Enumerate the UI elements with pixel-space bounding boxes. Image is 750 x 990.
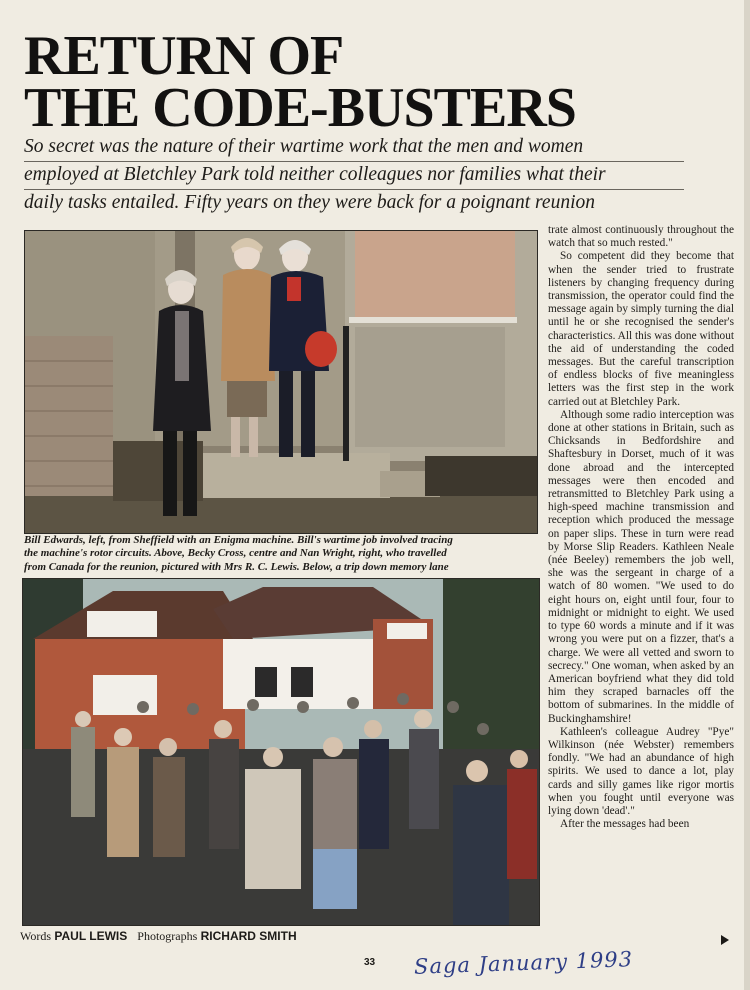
standfirst-line-3: daily tasks entailed. Fifty years on they were back for a poignant reunion [24, 192, 595, 213]
standfirst [24, 134, 684, 217]
standfirst-line-1: So secret was the nature of their wartime work that the men and women [24, 134, 684, 162]
body-paragraph: After the messages had been [560, 818, 690, 831]
headline [24, 25, 576, 139]
words-label: Words [20, 929, 52, 943]
page-number: 33 [364, 957, 376, 968]
continue-arrow-icon [721, 935, 729, 945]
photo-caption [24, 534, 538, 574]
standfirst-line-2: employed at Bletchley Park told neither colleagues nor families what their [24, 162, 684, 190]
caption-line-2: the machine's rotor circuits. Above, Becky Cross, centre and Nan Wright, right, who travelled [24, 547, 447, 560]
photo-reunion-crowd-image [23, 579, 539, 925]
photographer: RICHARD SMITH [200, 929, 297, 943]
article-body [548, 224, 734, 954]
photo-reunion-women-image [25, 231, 537, 533]
headline-line-2: THE CODE-BUSTERS [24, 77, 576, 139]
words-author: PAUL LEWIS [54, 929, 128, 943]
body-paragraph: So competent did they become that when the sender tried to frustrate listeners by changing frequency during transmission, the operator could find the message again by simply turning the dial until he or she recognised the sender's characteristics. All this was done without the aid of understanding the coded messages. But the careful transcription of endless blocks of five meaningless letters was the first step in the work carried out at Bletchley Park. [548, 250, 734, 408]
caption-line-3: from Canada for the reunion, pictured with Mrs R. C. Lewis. Below, a trip down memory lane [24, 560, 449, 573]
body-paragraph: Although some radio interception was done at other stations in Britain, such as Chicksands in Bedfordshire and Shaftesbury in Dorset, much of it was done abroad and the intercepted messages were then encoded and retransmitted to Bletchley Park using a high-speed machine transmission and reception which produced the message on paper slips. These in turn were read by Morse Slip Readers. Kathleen Neale (née Beeley) remembers the job well, she was the sergeant in charge of a watch of 80 women. "We used to do eight hours on, eight until four, four to midnight or midnight to eight. We used to type 60 words a minute and if it was wrong you were put on a fizzer, that's a charge. We were all vetted and sworn to secrecy." One woman, when asked by an American boyfriend what they did told him they scraped barnacles off the bottom of submarines. In the middle of Buckinghamshire! [548, 408, 734, 725]
headline-line-1: RETURN OF [24, 25, 344, 87]
handwritten-note: Saga January 1993 [413, 947, 634, 979]
photo-reunion-crowd [22, 578, 540, 926]
caption-line-1: Bill Edwards, left, from Sheffield with an Enigma machine. Bill's wartime job involved tracing [24, 534, 453, 546]
body-paragraph: trate almost continuously throughout the watch that so much rested." [548, 224, 734, 250]
credits [20, 929, 297, 944]
photo-reunion-women [24, 230, 538, 534]
photographs-label: Photographs [137, 929, 198, 943]
body-paragraph: Kathleen's colleague Audrey "Pye" Wilkinson (née Webster) remembers fondly. "We had an abundance of high spirits. We used to dance a lot, play cards and silly games like rigor mortis when you fought until everyone was lying down 'dead'." [548, 725, 734, 817]
page-edge [744, 0, 750, 990]
